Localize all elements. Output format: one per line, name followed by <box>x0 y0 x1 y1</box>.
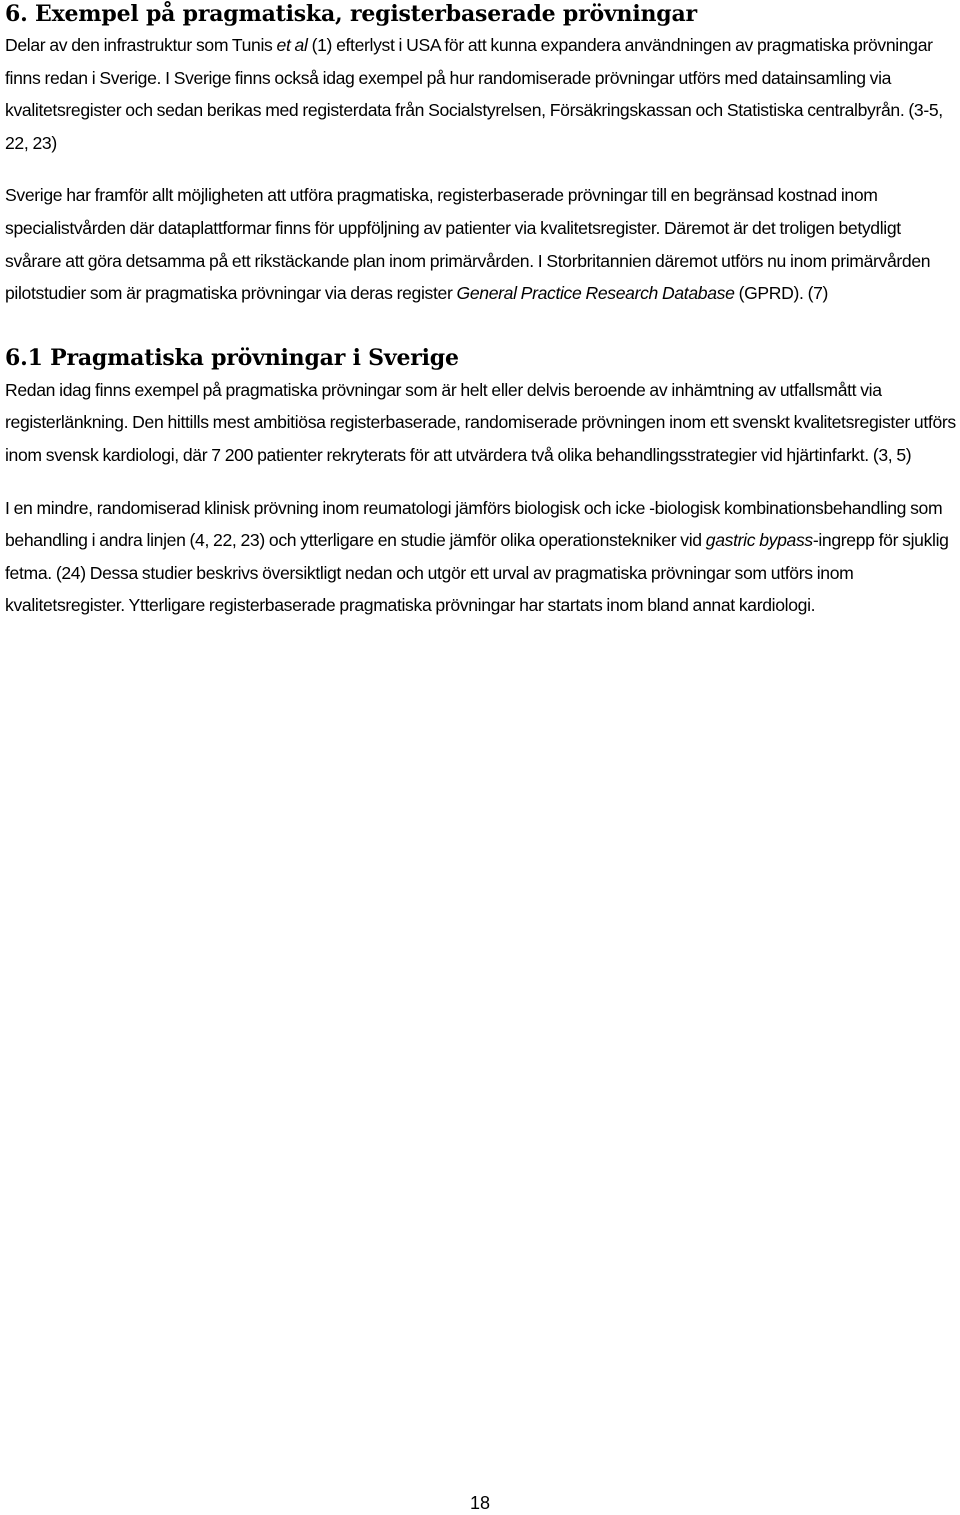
italic-term: et al <box>276 35 308 55</box>
section-paragraph-1 <box>5 29 957 159</box>
subsection-heading: 6.1 Pragmatiska prövningar i Sverige <box>5 344 459 371</box>
text-run: Sverige har framför allt möjligheten att utföra pragmatiska, registerbaserade prövningar till en begränsad kostnad inom specialistvården där dataplattformar finns för uppföljning av patienter via kvalitetsregister. Däremot är det troligen betydligt svårare att göra detsamma på ett rikstäckande plan inom primärvården. I Storbritannien däremot utförs nu inom primärvården pilotstudier som är pragmatiska prövningar via deras register <box>5 185 931 304</box>
text-run: I en mindre, randomiserad klinisk prövning inom reumatologi jämförs biologisk och icke -biologisk kombinationsbehandling som behandling i andra linjen (4, 22, 23) och ytterligare en studie jämför olika operationstekniker vid <box>5 497 943 551</box>
section-heading: 6. Exempel på pragmatiska, registerbaserade prövningar <box>5 1 697 27</box>
subsection-paragraph-1: Redan idag finns exempel på pragmatiska prövningar som är helt eller delvis beroende av inhämtning av utfallsmått via registerlänkning. Den hittills mest ambitiösa registerbaserade, randomiserade prövningen inom ett svenskt kvalitetsregister utförs inom svensk kardiologi, där 7 200 patienter rekryterats för att utvärdera två olika behandlingsstrategier vid hjärtinfarkt. (3, 5) <box>5 379 956 465</box>
text-run: (GPRD). (7) <box>734 283 829 304</box>
subsection-paragraph-2 <box>5 492 957 622</box>
page-number: 18 <box>469 1493 491 1513</box>
page-content <box>5 0 957 622</box>
text-run: Delar av den infrastruktur som Tunis <box>5 35 277 55</box>
italic-term: General Practice Research Database <box>456 283 735 304</box>
text-run: -ingrepp för sjuklig fetma. (24) Dessa studier beskrivs översiktligt nedan och utgör ett urval av pragmatiska prövningar som utförs inom kvalitetsregister. Ytterligare registerbaserade pragmatiska prövningar har startats inom bland annat kardiologi. <box>5 530 949 616</box>
section-paragraph-2 <box>5 179 957 309</box>
italic-term: gastric bypass <box>705 530 813 551</box>
text-run: (1) efterlyst i USA för att kunna expandera användningen av pragmatiska prövningar finns redan i Sverige. I Sverige finns också idag exempel på hur randomiserade prövningar utförs med datainsamling via kvalitetsregister och sedan berikas med registerdata från Socialstyrelsen, Försäkringskassan och Statistiska centralbyrån. (3-5, 22, 23) <box>5 35 943 153</box>
